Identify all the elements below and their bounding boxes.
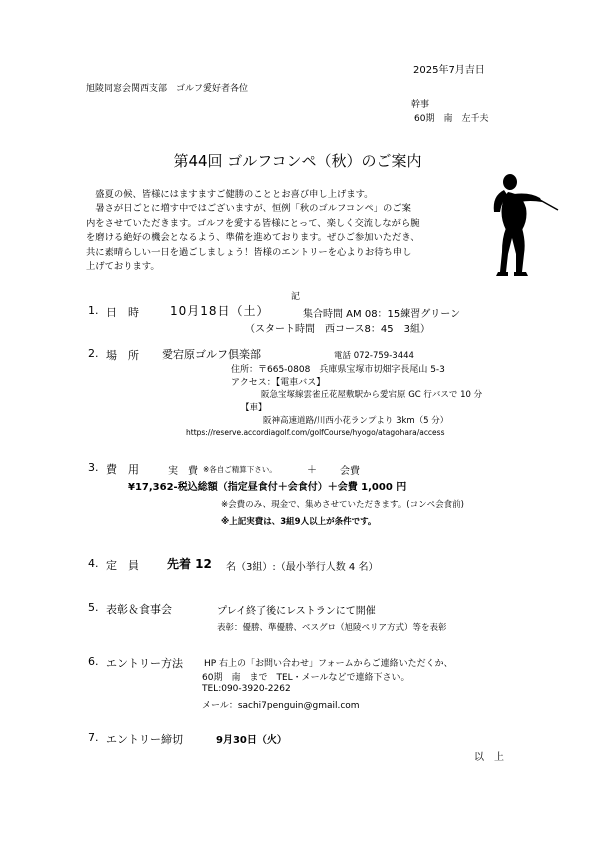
venue-name: 愛宕原ゴルフ倶楽部 <box>162 348 261 361</box>
plus-sign: ＋ <box>307 465 317 476</box>
item-4-number: 4. <box>88 557 99 570</box>
start-time: （スタート時間 西コース8：45 3組） <box>245 324 430 335</box>
item-2-number: 2. <box>88 347 99 360</box>
item-3-number: 3. <box>88 461 99 474</box>
item-6-number: 6. <box>88 655 99 668</box>
organizer-name: 60期 南 左千夫 <box>414 114 489 124</box>
document-date: 2025年7月吉日 <box>413 65 485 76</box>
gathering-time: 集合時間 AM 08：15練習グリーン <box>303 309 461 320</box>
fee-amount: ¥17,362-税込総額（指定昼食付＋会食付）＋会費 1,000 円 <box>128 482 407 493</box>
capacity-detail: 名（3組）:（最小挙行人数 4 名） <box>226 562 379 573</box>
actual-cost-label: 実 費 <box>168 466 198 477</box>
organizer-role: 幹事 <box>411 100 430 110</box>
addressee: 旭陵同窓会関西支部 ゴルフ愛好者各位 <box>86 84 249 94</box>
entry-line-2: 60期 南 まで TEL・メールなどで連絡下さい。 <box>202 673 410 683</box>
fee-note-cash: ※会費のみ、現金で、集めさせていただきます。(コンペ会食前) <box>221 500 464 510</box>
award-detail: 表彰：優勝、準優勝、ベスグロ（旭陵ペリア方式）等を表彰 <box>217 623 447 633</box>
entry-tel: TEL:090-3920-2262 <box>202 684 291 694</box>
item-4-label: 定 員 <box>106 559 139 572</box>
item-5-number: 5. <box>88 601 99 614</box>
golfer-silhouette-icon <box>470 172 560 280</box>
access-label: アクセス：【電車バス】 <box>231 378 326 388</box>
event-date: 10月18日（土） <box>170 304 270 318</box>
venue-address: 住所：〒665-0808 兵庫県宝塚市切畑字長尾山 5-3 <box>231 365 445 375</box>
capacity-value: 先着 12 <box>167 557 212 571</box>
item-3-label: 費 用 <box>106 463 139 476</box>
item-1-label: 日 時 <box>106 306 139 319</box>
item-6-label: エントリー方法 <box>106 657 183 670</box>
access-car: 阪神高速道路/川西小花ランプより 3km（5 分） <box>263 416 449 426</box>
entry-line-1: HP 右上の「お問い合わせ」フォームからご連絡いただくか、 <box>204 659 453 669</box>
venue-url-link[interactable]: https://reserve.accordiagolf.com/golfCourse/hyogo/atagohara/access <box>186 428 445 437</box>
item-5-label: 表彰＆食事会 <box>106 603 172 616</box>
item-7-label: エントリー締切 <box>106 733 183 746</box>
venue-phone: 電話 072-759-3444 <box>334 351 414 361</box>
fee-note-condition: ※上記実費は、3組9人以上が条件です。 <box>221 517 377 527</box>
ki-mark: 記 <box>291 292 301 302</box>
intro-paragraph: 暑さが日ごとに増す中ではございますが、恒例「秋のゴルフコンペ」のご案内をさせていただきます。ゴルフを愛する皆様にとって、楽しく交流しながら腕を磨ける絶好の機会となるよう、準備を進めております。ぜひご参加いただき、共に素晴らしい一日を過ごしましょう！皆様のエントリーを心よりお待ち申し上げております。 <box>86 203 420 272</box>
award-value: プレイ終了後にレストランにて開催 <box>217 606 376 617</box>
item-7-number: 7. <box>88 731 99 744</box>
item-2-label: 場 所 <box>106 349 139 362</box>
deadline-value: 9月30日（火） <box>216 735 287 746</box>
fee-label: 会費 <box>340 466 360 477</box>
entry-mail-link[interactable]: メール：sachi7penguin@gmail.com <box>202 701 360 711</box>
actual-cost-note: ※各自ご精算下さい。 <box>203 465 277 474</box>
access-train: 阪急宝塚線雲雀丘花屋敷駅から愛宕原 GC 行バスで 10 分 <box>261 390 483 400</box>
intro-line-1: 盛夏の候、皆様にはますますご健勝のこととお喜び申し上げます。 <box>95 189 374 200</box>
closing-mark: 以 上 <box>474 752 504 763</box>
access-car-label: 【車】 <box>241 403 267 413</box>
item-1-number: 1. <box>88 304 99 317</box>
page-title: 第44回 ゴルフコンペ（秋）のご案内 <box>173 152 422 170</box>
